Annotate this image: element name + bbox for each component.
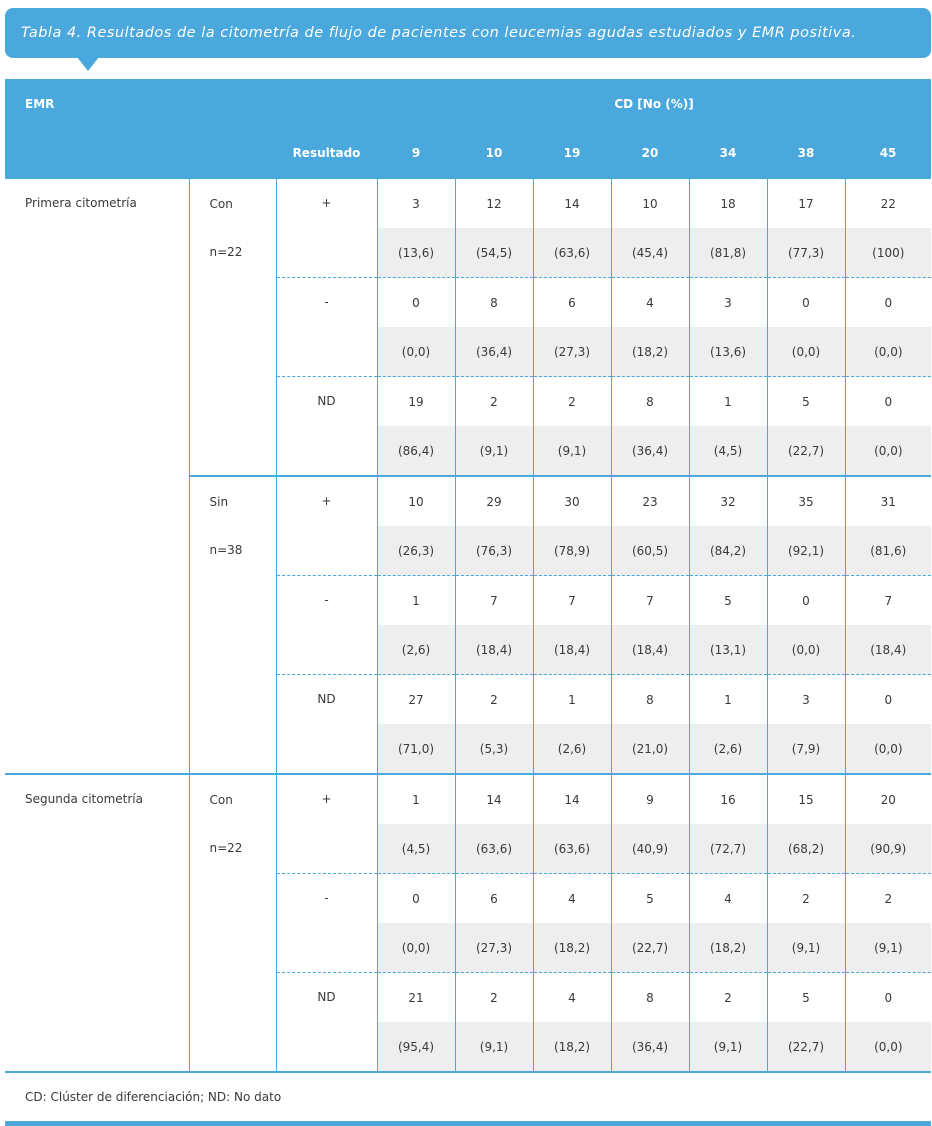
percent-cell: (13,6) — [377, 228, 455, 278]
percent-cell: (0,0) — [377, 923, 455, 973]
count-cell: 18 — [689, 178, 767, 228]
percent-cell: (22,7) — [611, 923, 689, 973]
percent-cell: (40,9) — [611, 824, 689, 874]
header-cd-column: 19 — [533, 128, 611, 178]
percent-cell: (71,0) — [377, 724, 455, 774]
section-label: Primera citometría — [5, 178, 189, 774]
percent-cell: (18,4) — [611, 625, 689, 675]
table-row — [5, 774, 931, 824]
header-cd-group: CD [No (%)] — [377, 79, 931, 128]
percent-cell: (84,2) — [689, 526, 767, 576]
percent-cell: (68,2) — [767, 824, 845, 874]
percent-cell: (63,6) — [455, 824, 533, 874]
count-cell: 31 — [845, 476, 931, 526]
count-cell: 2 — [455, 675, 533, 725]
percent-cell: (60,5) — [611, 526, 689, 576]
percent-cell: (18,4) — [533, 625, 611, 675]
count-cell: 14 — [455, 774, 533, 824]
count-cell: 2 — [455, 377, 533, 427]
count-cell: 0 — [377, 874, 455, 924]
count-cell: 4 — [611, 278, 689, 328]
group-label: Sin — [189, 476, 276, 526]
percent-cell: (90,9) — [845, 824, 931, 874]
count-cell: 5 — [767, 377, 845, 427]
header-row-top — [5, 79, 931, 128]
header-cd-column: 34 — [689, 128, 767, 178]
percent-cell: (27,3) — [533, 327, 611, 377]
count-cell: 21 — [377, 973, 455, 1023]
count-cell: 35 — [767, 476, 845, 526]
percent-cell: (63,6) — [533, 228, 611, 278]
count-cell: 0 — [377, 278, 455, 328]
percent-cell: (18,2) — [689, 923, 767, 973]
percent-cell: (0,0) — [845, 426, 931, 476]
header-resultado: Resultado — [276, 128, 377, 178]
result-label: ND — [276, 675, 377, 775]
percent-cell: (2,6) — [689, 724, 767, 774]
percent-cell: (9,1) — [767, 923, 845, 973]
count-cell: 16 — [689, 774, 767, 824]
percent-cell: (9,1) — [689, 1022, 767, 1072]
result-label: - — [276, 278, 377, 377]
count-cell: 0 — [845, 377, 931, 427]
group-n: n=22 — [189, 824, 276, 1072]
group-n: n=22 — [189, 228, 276, 476]
result-label: ND — [276, 377, 377, 477]
result-label: ND — [276, 973, 377, 1073]
percent-cell: (2,6) — [533, 724, 611, 774]
header-row-columns — [5, 128, 931, 178]
percent-cell: (0,0) — [845, 327, 931, 377]
percent-cell: (9,1) — [533, 426, 611, 476]
header-cd-column: 10 — [455, 128, 533, 178]
count-cell: 3 — [689, 278, 767, 328]
result-label: - — [276, 874, 377, 973]
count-cell: 8 — [455, 278, 533, 328]
footnote-row — [5, 1072, 931, 1124]
percent-cell: (18,2) — [533, 1022, 611, 1072]
percent-cell: (26,3) — [377, 526, 455, 576]
count-cell: 3 — [767, 675, 845, 725]
caption-pointer — [77, 57, 99, 71]
count-cell: 2 — [689, 973, 767, 1023]
header-cd-column: 9 — [377, 128, 455, 178]
percent-cell: (2,6) — [377, 625, 455, 675]
count-cell: 19 — [377, 377, 455, 427]
count-cell: 10 — [611, 178, 689, 228]
percent-cell: (0,0) — [377, 327, 455, 377]
count-cell: 29 — [455, 476, 533, 526]
count-cell: 9 — [611, 774, 689, 824]
count-cell: 2 — [533, 377, 611, 427]
count-cell: 3 — [377, 178, 455, 228]
percent-cell: (22,7) — [767, 426, 845, 476]
count-cell: 6 — [455, 874, 533, 924]
section-label: Segunda citometría — [5, 774, 189, 1072]
percent-cell: (4,5) — [377, 824, 455, 874]
count-cell: 8 — [611, 377, 689, 427]
table-row — [5, 178, 931, 228]
percent-cell: (36,4) — [611, 1022, 689, 1072]
percent-cell: (5,3) — [455, 724, 533, 774]
count-cell: 5 — [611, 874, 689, 924]
count-cell: 32 — [689, 476, 767, 526]
percent-cell: (9,1) — [455, 1022, 533, 1072]
result-label: + — [276, 476, 377, 576]
count-cell: 5 — [689, 576, 767, 626]
percent-cell: (81,8) — [689, 228, 767, 278]
count-cell: 0 — [767, 278, 845, 328]
count-cell: 2 — [767, 874, 845, 924]
percent-cell: (9,1) — [455, 426, 533, 476]
count-cell: 0 — [767, 576, 845, 626]
header-cd-column: 20 — [611, 128, 689, 178]
count-cell: 27 — [377, 675, 455, 725]
percent-cell: (18,2) — [611, 327, 689, 377]
count-cell: 7 — [611, 576, 689, 626]
group-n: n=38 — [189, 526, 276, 774]
percent-cell: (0,0) — [845, 724, 931, 774]
count-cell: 0 — [845, 973, 931, 1023]
percent-cell: (18,4) — [845, 625, 931, 675]
count-cell: 14 — [533, 178, 611, 228]
percent-cell: (76,3) — [455, 526, 533, 576]
percent-cell: (18,2) — [533, 923, 611, 973]
percent-cell: (4,5) — [689, 426, 767, 476]
percent-cell: (13,6) — [689, 327, 767, 377]
count-cell: 1 — [377, 576, 455, 626]
percent-cell: (100) — [845, 228, 931, 278]
percent-cell: (36,4) — [611, 426, 689, 476]
result-label: + — [276, 178, 377, 278]
percent-cell: (27,3) — [455, 923, 533, 973]
count-cell: 0 — [845, 675, 931, 725]
count-cell: 15 — [767, 774, 845, 824]
count-cell: 4 — [533, 874, 611, 924]
percent-cell: (54,5) — [455, 228, 533, 278]
percent-cell: (45,4) — [611, 228, 689, 278]
count-cell: 2 — [845, 874, 931, 924]
header-emr: EMR — [5, 79, 189, 128]
count-cell: 8 — [611, 973, 689, 1023]
table-body — [5, 178, 931, 1072]
result-label: - — [276, 576, 377, 675]
results-table — [5, 79, 931, 1126]
count-cell: 8 — [611, 675, 689, 725]
percent-cell: (92,1) — [767, 526, 845, 576]
result-label: + — [276, 774, 377, 874]
group-label: Con — [189, 774, 276, 824]
percent-cell: (78,9) — [533, 526, 611, 576]
count-cell: 30 — [533, 476, 611, 526]
percent-cell: (72,7) — [689, 824, 767, 874]
percent-cell: (0,0) — [845, 1022, 931, 1072]
count-cell: 2 — [455, 973, 533, 1023]
percent-cell: (0,0) — [767, 625, 845, 675]
count-cell: 7 — [455, 576, 533, 626]
count-cell: 20 — [845, 774, 931, 824]
table-caption: Tabla 4. Resultados de la citometría de flujo de pacientes con leucemias agudas estudiados y EMR positiva. — [5, 8, 931, 58]
group-label: Con — [189, 178, 276, 228]
percent-cell: (63,6) — [533, 824, 611, 874]
count-cell: 1 — [533, 675, 611, 725]
count-cell: 23 — [611, 476, 689, 526]
count-cell: 1 — [377, 774, 455, 824]
percent-cell: (18,4) — [455, 625, 533, 675]
percent-cell: (86,4) — [377, 426, 455, 476]
percent-cell: (21,0) — [611, 724, 689, 774]
count-cell: 17 — [767, 178, 845, 228]
count-cell: 10 — [377, 476, 455, 526]
count-cell: 4 — [533, 973, 611, 1023]
percent-cell: (81,6) — [845, 526, 931, 576]
percent-cell: (9,1) — [845, 923, 931, 973]
percent-cell: (36,4) — [455, 327, 533, 377]
count-cell: 4 — [689, 874, 767, 924]
percent-cell: (95,4) — [377, 1022, 455, 1072]
footnote: CD: Clúster de diferenciación; ND: No dato — [5, 1072, 931, 1124]
count-cell: 5 — [767, 973, 845, 1023]
count-cell: 0 — [845, 278, 931, 328]
count-cell: 7 — [845, 576, 931, 626]
percent-cell: (13,1) — [689, 625, 767, 675]
count-cell: 22 — [845, 178, 931, 228]
count-cell: 7 — [533, 576, 611, 626]
count-cell: 14 — [533, 774, 611, 824]
percent-cell: (0,0) — [767, 327, 845, 377]
header-cd-column: 38 — [767, 128, 845, 178]
count-cell: 6 — [533, 278, 611, 328]
count-cell: 1 — [689, 377, 767, 427]
table-header — [5, 79, 931, 178]
count-cell: 12 — [455, 178, 533, 228]
count-cell: 1 — [689, 675, 767, 725]
percent-cell: (22,7) — [767, 1022, 845, 1072]
percent-cell: (77,3) — [767, 228, 845, 278]
header-cd-column: 45 — [845, 128, 931, 178]
percent-cell: (7,9) — [767, 724, 845, 774]
table-footer — [5, 1072, 931, 1124]
